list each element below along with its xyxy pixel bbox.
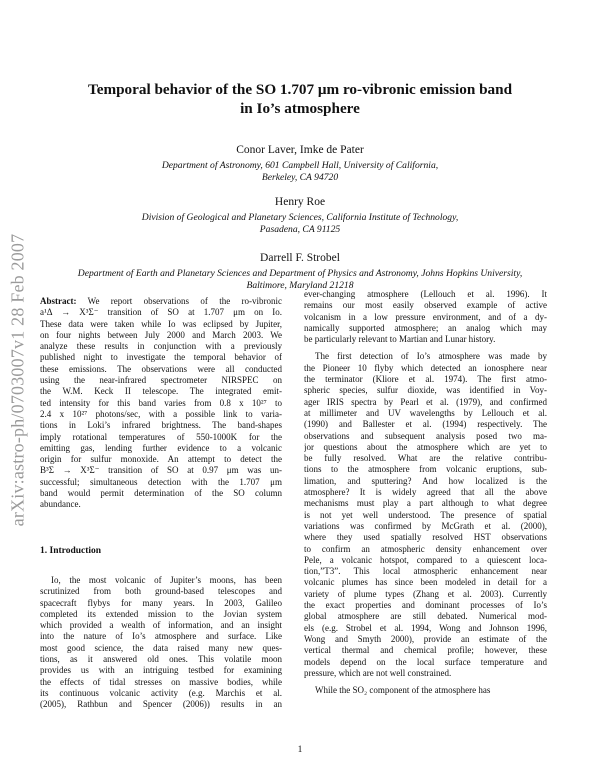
abstract-line: Abstract: We report observations of the ro-vibronic (40, 296, 282, 306)
abstract-line: band would permit determination of the SO column (40, 488, 282, 499)
introduction-text (40, 575, 282, 711)
abstract-line: a¹Δ → X³Σ⁻ transition of SO at 1.707 μm on Io. (40, 307, 282, 318)
author-names: Conor Laver, Imke de Pater (236, 144, 364, 156)
body-line: most good science, the data raised many new ques- (40, 642, 282, 653)
body-line: tions to the atmosphere from volcanic eruptions, sub- (304, 464, 547, 475)
body-line: spacecraft flybys for many years. In 2003, Galileo (40, 597, 282, 608)
page-number: 1 (297, 745, 303, 755)
body-line: into the nature of Io’s atmosphere and surface. Like (40, 631, 282, 642)
affiliation-line: Department of Earth and Planetary Sciences and Department of Physics and Astronomy, Johns Hopkins University, (77, 268, 523, 279)
author-names: Henry Roe (274, 196, 326, 208)
affiliation-line: Baltimore, Maryland 21218 (246, 280, 354, 291)
abstract-line: These data were taken while Io was eclipsed by Jupiter, (40, 318, 282, 329)
affiliation-line: Berkeley, CA 94720 (261, 172, 339, 183)
abstract-line: emitting gas, lending further evidence to a volcanic (40, 442, 282, 453)
paper-title (60, 80, 540, 118)
affiliation-line: Division of Geological and Planetary Sciences, California Institute of Technology, (141, 212, 459, 223)
body-line: ever-changing atmosphere (Lellouch et al. 1996). It (304, 289, 547, 299)
body-line: its continuous volcanic activity (e.g. Marchis et al. (40, 687, 282, 698)
body-line: mechanisms must play a part although to what degree (304, 498, 547, 509)
abstract-line: successful; simultaneous detection with the 1.707 μm (40, 476, 282, 487)
body-line: ager IRIS spectra by Pearl et al. (1979), and confirmed (304, 396, 547, 407)
arxiv-sidebar (8, 200, 28, 560)
body-line: where they used spatially resolved HST observations (304, 532, 547, 543)
body-line: at millimeter and UV wavelengths by Lellouch et al. (304, 407, 547, 418)
body-line: The first detection of Io’s atmosphere was made by (315, 351, 547, 362)
body-line: namically supported atmosphere; an analog which may (304, 322, 547, 333)
body-line: variations was confirmed by McGrath et al. (2000), (304, 520, 547, 531)
body-line: (1990) and Ballester et al. (1994) respectively. The (304, 419, 547, 430)
body-line: volcanism in a low pressure environment, and of a dy- (304, 311, 547, 322)
body-line: variety of plume types (Zhang et al. 2003). Currently (304, 588, 547, 599)
abstract-line: ted intensity for this band varies from 0.8 x 10²⁷ to (40, 397, 282, 408)
body-line: atmosphere? It is widely agreed that all the above (304, 487, 547, 498)
abstract-line: these emissions. The observations were all conducted (40, 363, 282, 374)
abstract-line: published night to investigate the temporal behavior of (40, 352, 282, 363)
arxiv-identifier: arXiv:astro-ph/0703007v1 28 Feb 2007 (7, 233, 28, 527)
body-line: (2005), Rathbun and Spencer (2006)) results in an (40, 699, 282, 710)
abstract-line: analyze these results in conjunction with a previously (40, 341, 282, 352)
abstract-line: B³Σ → X³Σ⁻ transition of SO at 0.97 μm was un- (40, 465, 282, 476)
body-line: the exact properties and dominant processes of Io’s (304, 600, 547, 611)
body-line: observations and subsequent analysis posed two ma- (304, 430, 547, 441)
affiliation-line: Department of Astronomy, 601 Campbell Hall, University of California, (161, 160, 439, 171)
body-line: provides us with an intriguing testbed for examining (40, 665, 282, 676)
body-line: While the SO₂ component of the atmosphere has (315, 685, 491, 696)
body-line: volcanic plumes has since been modeled in detail for a (304, 577, 547, 588)
body-line: vertical thermal and chemical profile; however, these (304, 645, 547, 656)
body-line: be particularly relevant to Martian and Lunar history. (304, 334, 496, 345)
abstract-line: imply rotational temperatures of 550-1000K for the (40, 431, 282, 442)
author-names: Darrell F. Strobel (260, 252, 340, 264)
abstract-line: abundance. (40, 499, 81, 510)
body-line: tion,”T3”. This local atmospheric enhancement near (304, 566, 547, 577)
abstract-line: using the near-infrared spectrometer NIRSPEC on (40, 375, 282, 386)
author-block-2 (30, 195, 570, 236)
body-line: Pele, a volcanic hotspot, compared to a quiescent loca- (304, 554, 547, 565)
body-line: global atmosphere are still debated. Numerical mod- (304, 611, 547, 622)
body-line: to confirm an atmospheric density enhancement over (304, 543, 547, 554)
body-line: is not yet well understood. The presence of spatial (304, 509, 547, 520)
abstract-line: tions in Loki’s infrared brightness. The band-shapes (40, 420, 282, 431)
body-line: jor questions about the atmosphere which are yet to (304, 441, 547, 452)
body-line: be fully resolved. What are the relative contribu- (304, 453, 547, 464)
title-line-2: in Io’s atmosphere (240, 100, 360, 117)
body-line: remains our most easily observed example of active (304, 300, 547, 311)
author-block-1 (30, 143, 570, 184)
body-line: completed its extended mission to the Jovian system (40, 608, 282, 619)
affiliation-line: Pasadena, CA 91125 (259, 224, 341, 235)
body-line: which provided a wealth of information, and an insight (40, 620, 282, 631)
body-line: limation, and sputtering? And how localized is the (304, 475, 547, 486)
body-line: pressure, which are not well constrained. (304, 667, 452, 678)
body-line: the Pioneer 10 flyby which detected an ionosphere near (304, 362, 547, 373)
body-line: Io, the most volcanic of Jupiter’s moons, has been (51, 575, 282, 585)
body-line: scrutinized from both ground-based telescopes and (40, 586, 282, 597)
author-block-3 (30, 251, 570, 292)
left-column (40, 296, 282, 511)
section-heading: 1. Introduction (40, 546, 102, 556)
abstract-line: the W.M. Keck II telescope. The integrated emit- (40, 386, 282, 397)
right-column (304, 289, 547, 696)
title-line-1: Temporal behavior of the SO 1.707 μm ro-vibronic emission band (87, 81, 513, 98)
body-line: spheric species, sulfur dioxide, was identified in Voy- (304, 385, 547, 396)
body-line: the effects of tidal stresses on massive bodies, while (40, 676, 282, 687)
abstract-line: 2.4 x 10²⁷ photons/sec, with a possible link to varia- (40, 408, 282, 419)
abstract-label: Abstract: (40, 296, 77, 306)
abstract-line: origin for sulfur monoxide. An attempt to detect the (40, 454, 282, 465)
body-line: els (e.g. Strobel et al. 1994, Wong and Johnson 1996, (304, 622, 547, 633)
body-line: models depend on the local surface temperature and (304, 656, 547, 667)
body-line: the terminator (Kliore et al. 1974). The first atmo- (304, 374, 547, 385)
abstract-line: on four nights between July 2000 and March 2003. We (40, 329, 282, 340)
introduction-section (40, 546, 282, 557)
body-line: tions, as it answered old ones. This volatile moon (40, 654, 282, 665)
body-line: Wong and Smyth 2000), provide an estimate of the (304, 633, 547, 644)
